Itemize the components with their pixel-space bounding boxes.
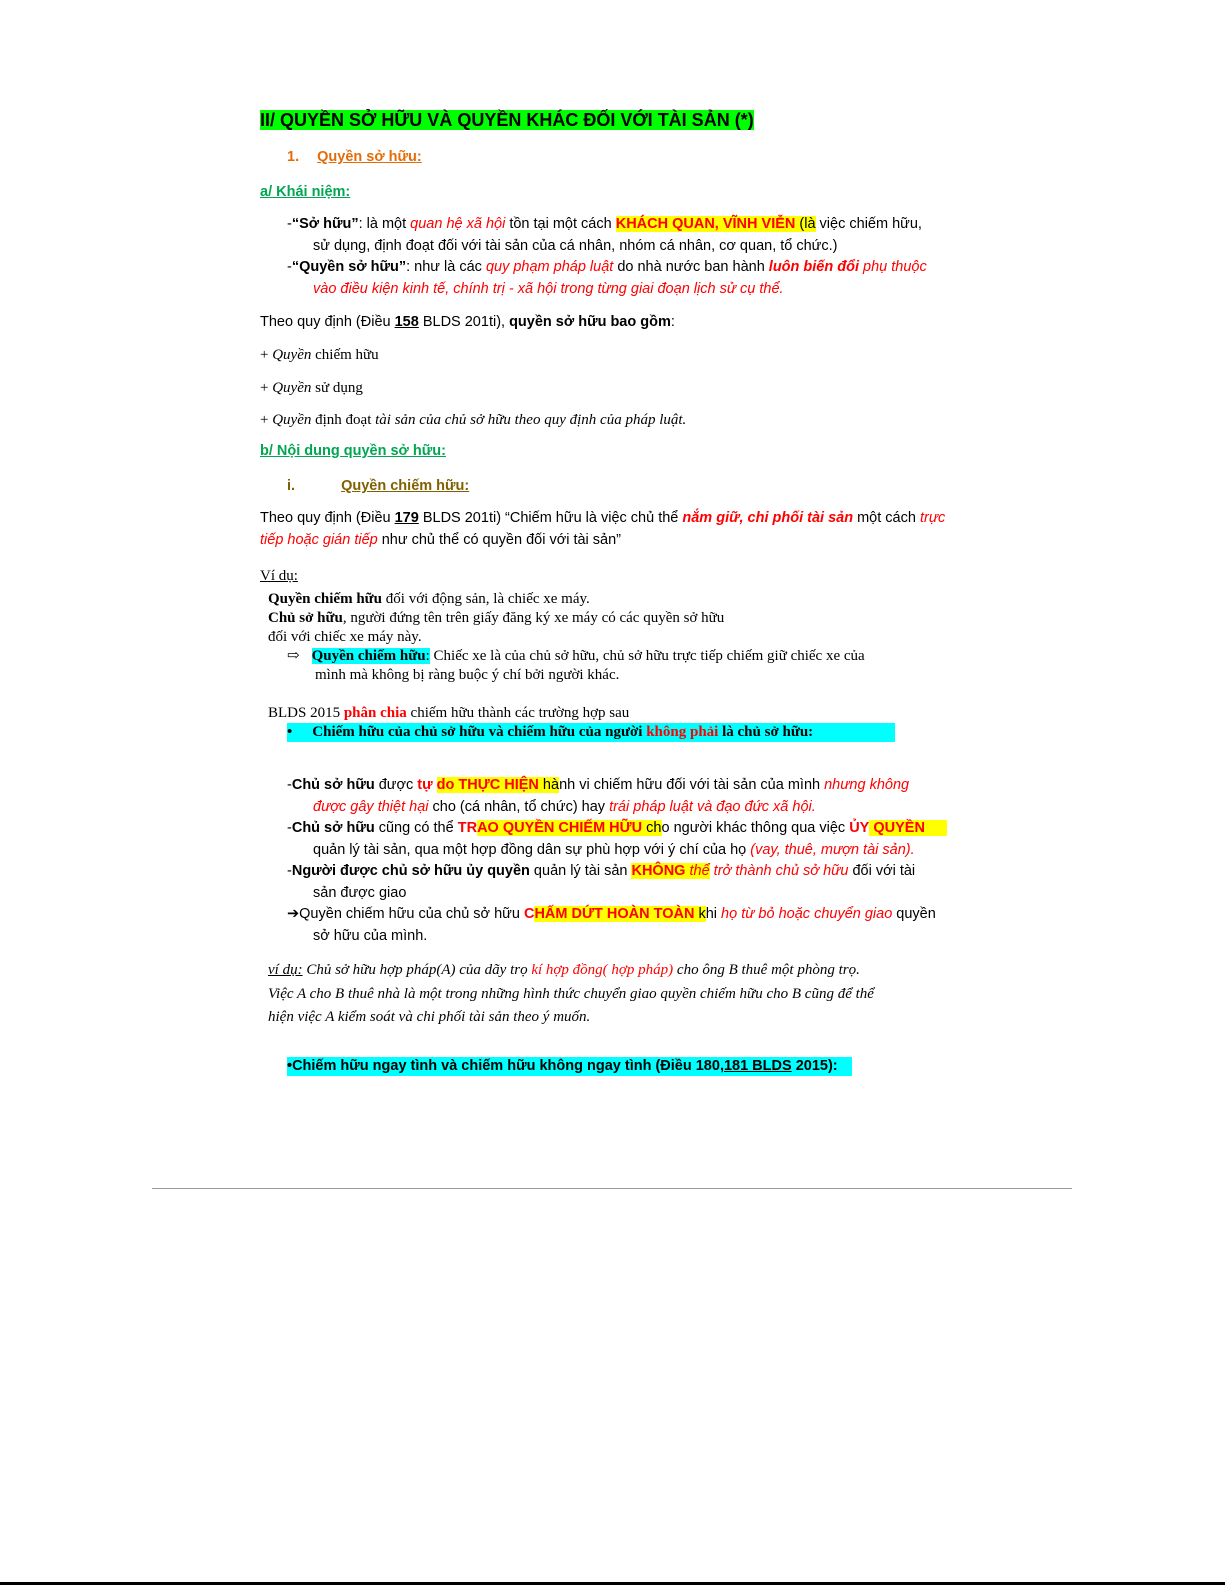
blds-line bbox=[268, 704, 629, 723]
text: hi bbox=[705, 906, 722, 922]
text: BLDS 201ti), bbox=[418, 314, 510, 330]
heading-text: II/ QUYỀN SỞ HỮU VÀ QUYỀN KHÁC ĐỐI VỚI TÀI SẢN (*) bbox=[260, 110, 754, 130]
text: quản lý tài sản, qua một hợp đồng dân sự phù hợp với ý chí của họ bbox=[313, 842, 751, 858]
theo-quy-dinh-179-line2 bbox=[260, 531, 621, 550]
highlight-text: KHÔNG bbox=[631, 863, 686, 879]
plus-sign: + bbox=[260, 347, 273, 363]
red-text: (vay, thuê, mượn tài sản). bbox=[750, 842, 915, 858]
text: Quyền chiếm hữu của chủ sở hữu bbox=[299, 906, 524, 922]
red-text: kí hợp đồng( hợp pháp) bbox=[531, 962, 674, 978]
text: Chủ sở hữu hợp pháp(A) của dãy trọ bbox=[302, 962, 532, 978]
text: định đoạt bbox=[311, 412, 376, 428]
right-item bbox=[260, 346, 379, 365]
bullet-icon: • bbox=[287, 1058, 293, 1074]
red-bold-text: ỦY bbox=[849, 820, 870, 836]
text: được bbox=[374, 777, 418, 793]
highlight-text: HẤM DỨT HOÀN TOÀN bbox=[534, 906, 695, 922]
term: “Sở hữu” bbox=[291, 216, 359, 232]
clause-termination-line2: sở hữu của mình. bbox=[313, 928, 428, 944]
term: “Quyền sở hữu” bbox=[291, 259, 407, 275]
bullet-good-faith bbox=[287, 1057, 852, 1076]
example-label: Ví dụ: bbox=[260, 568, 298, 584]
italic-text: Quyền bbox=[272, 347, 312, 363]
clause-termination bbox=[287, 905, 936, 924]
red-text: họ từ bỏ hoặc chuyển giao bbox=[721, 906, 893, 922]
red-text: được gây thiệt hại bbox=[313, 799, 429, 815]
text: như chủ thể có quyền đối với tài sản” bbox=[377, 532, 622, 548]
bold-text: Chủ sở hữu bbox=[268, 610, 343, 626]
red-text: trái pháp luật và đạo đức xã hội. bbox=[609, 799, 816, 815]
text: Chiếm hữu của chủ sở hữu và chiếm hữu của người bbox=[312, 724, 647, 740]
text: , người đứng tên trên giấy đăng ký xe máy có các quyền sở hữu bbox=[342, 610, 725, 626]
highlight-text: thể bbox=[685, 863, 710, 879]
red-text: quan hệ xã hội bbox=[410, 216, 506, 232]
theo-quy-dinh-179 bbox=[260, 509, 945, 528]
highlight-text: : bbox=[425, 648, 430, 664]
definition-so-huu bbox=[287, 215, 922, 234]
example-line bbox=[268, 609, 724, 628]
example-line bbox=[268, 590, 590, 609]
text: BLDS 201ti) “Chiếm hữu là việc chủ thể bbox=[418, 510, 683, 526]
example2-line3: hiện việc A kiểm soát và chi phối tài sản theo ý muốn. bbox=[268, 1009, 591, 1025]
bold-text: Chủ sở hữu bbox=[291, 777, 375, 793]
text: : như là các bbox=[406, 259, 486, 275]
text: nh vi chiếm hữu đối với tài sản của mình bbox=[559, 777, 825, 793]
red-bold-text: TR bbox=[457, 820, 478, 836]
text: : bbox=[670, 314, 675, 330]
dash: - bbox=[287, 820, 292, 836]
subsection-label: Quyền chiếm hữu: bbox=[341, 478, 470, 494]
highlight-text: hà bbox=[538, 777, 560, 793]
text: quyền bbox=[892, 906, 936, 922]
clause-delegate-line2: sản được giao bbox=[313, 885, 407, 901]
plus-sign: + bbox=[260, 412, 273, 428]
clause-owner-right bbox=[287, 776, 909, 795]
bold-text: quyền sở hữu bao gồm bbox=[509, 314, 671, 330]
part-b-title: b/ Nội dung quyền sở hữu: bbox=[260, 443, 446, 459]
text: chiếm hữu thành các trường hợp sau bbox=[406, 705, 630, 721]
highlight-text: KHÁCH QUAN, VĨNH VIỄN bbox=[615, 216, 796, 232]
example-line: đối với chiếc xe máy này. bbox=[268, 629, 422, 645]
italic-text: Quyền bbox=[272, 380, 312, 396]
right-item bbox=[260, 411, 686, 430]
subsection-label: Quyền sở hữu: bbox=[317, 149, 422, 165]
clause-owner-delegate bbox=[287, 819, 947, 838]
dash: - bbox=[287, 216, 292, 232]
arrow-icon: ⇨ bbox=[287, 648, 300, 664]
text: 2015): bbox=[791, 1058, 838, 1074]
red-bold-text: tự bbox=[417, 777, 437, 793]
text: sử dụng bbox=[311, 380, 363, 396]
subsection-number: 1. bbox=[287, 149, 300, 165]
text: Chiếm hữu ngay tình và chiếm hữu không ngay tình (Điều 180 bbox=[292, 1058, 720, 1074]
plus-sign: + bbox=[260, 380, 273, 396]
dash: - bbox=[287, 259, 292, 275]
text: Theo quy định (Điều bbox=[260, 510, 395, 526]
highlight-text: (là bbox=[795, 216, 816, 232]
red-text: trực bbox=[919, 510, 946, 526]
arrow-icon: ➔ bbox=[287, 906, 300, 922]
text: việc chiếm hữu, bbox=[815, 216, 922, 232]
text: BLDS 2015 bbox=[268, 705, 344, 721]
example2-line1 bbox=[268, 961, 860, 980]
italic-text: Quyền bbox=[272, 412, 312, 428]
definition-so-huu-line2: sử dụng, định đoạt đối với tài sản của cá nhân, nhóm cá nhân, cơ quan, tổ chức.) bbox=[313, 238, 838, 254]
underlined-text: ,181 BLDS bbox=[719, 1058, 792, 1074]
red-bold-text: phân chia bbox=[343, 705, 407, 721]
text: là chủ sở hữu: bbox=[718, 724, 814, 740]
right-item bbox=[260, 379, 363, 398]
highlight-text: do THỰC HIỆN bbox=[436, 777, 539, 793]
example-arrow-line bbox=[287, 647, 865, 666]
red-text: trở thành chủ sở hữu bbox=[709, 863, 849, 879]
highlight-text: ch bbox=[642, 820, 662, 836]
example2-line2: Việc A cho B thuê nhà là một trong những hình thức chuyển giao quyền chiếm hữu cho B cũng để thể bbox=[268, 986, 874, 1002]
subsection-1 bbox=[287, 148, 422, 167]
text: o người khác thông qua việc bbox=[661, 820, 850, 836]
text: cho ông B thuê một phòng trọ. bbox=[673, 962, 860, 978]
page-divider bbox=[152, 1188, 1072, 1189]
dash: - bbox=[287, 777, 292, 793]
red-bold-text: nắm giữ, chi phối tài sản bbox=[682, 510, 854, 526]
subsection-number: i. bbox=[287, 478, 296, 494]
red-bold-text: C bbox=[523, 906, 535, 922]
highlight-text: QUYỀN bbox=[873, 820, 947, 836]
article-number: 179 bbox=[394, 510, 419, 526]
text: một cách bbox=[853, 510, 920, 526]
red-text: không phải bbox=[646, 724, 719, 740]
highlight-text: Quyền chiếm hữu bbox=[311, 648, 426, 664]
text: cũng có thể bbox=[374, 820, 458, 836]
italic-text: tài sản của chủ sở hữu theo quy định của pháp luật. bbox=[375, 412, 687, 428]
bullet-icon: • bbox=[287, 724, 293, 740]
text: đối với động sản, là chiếc xe máy. bbox=[382, 591, 590, 607]
section-heading bbox=[260, 108, 754, 132]
red-bold-text: luôn biến đổi bbox=[768, 259, 860, 275]
text: : là một bbox=[358, 216, 411, 232]
highlight-text: AO QUYỀN CHIẾM HỮU bbox=[477, 820, 643, 836]
red-text: quy phạm pháp luật bbox=[485, 259, 614, 275]
example-label: ví dụ: bbox=[268, 962, 303, 978]
example-line: mình mà không bị ràng buộc ý chí bởi người khác. bbox=[315, 667, 620, 683]
text: do nhà nước ban hành bbox=[613, 259, 769, 275]
definition-quyen-so-huu-line2: vào điều kiện kinh tế, chính trị - xã hội trong từng giai đoạn lịch sử cụ thể. bbox=[313, 281, 784, 297]
highlight-text: k bbox=[694, 906, 706, 922]
text: quản lý tài sản bbox=[529, 863, 632, 879]
part-a-title: a/ Khái niệm: bbox=[260, 184, 351, 200]
subsection-i bbox=[287, 477, 469, 496]
bold-text: Chủ sở hữu bbox=[291, 820, 375, 836]
article-number: 158 bbox=[394, 314, 419, 330]
bullet-owner-possession bbox=[287, 723, 895, 742]
definition-quyen-so-huu bbox=[287, 258, 927, 277]
clause-owner-right-line2 bbox=[313, 798, 816, 817]
red-text: phụ thuộc bbox=[859, 259, 927, 275]
clause-delegate bbox=[287, 862, 915, 881]
text: Chiếc xe là của chủ sở hữu, chủ sở hữu trực tiếp chiếm giữ chiếc xe của bbox=[429, 648, 865, 664]
bold-text: Người được chủ sở hữu ủy quyền bbox=[291, 863, 530, 879]
clause-owner-delegate-line2 bbox=[313, 841, 915, 860]
dash: - bbox=[287, 863, 292, 879]
text: tồn tại một cách bbox=[505, 216, 616, 232]
text: đối với tài bbox=[848, 863, 916, 879]
text: cho (cá nhân, tổ chức) hay bbox=[428, 799, 610, 815]
bold-text: Quyền chiếm hữu bbox=[268, 591, 383, 607]
red-text: nhưng không bbox=[824, 777, 910, 793]
text: chiếm hữu bbox=[311, 347, 379, 363]
red-text: tiếp hoặc gián tiếp bbox=[260, 532, 378, 548]
theo-quy-dinh-158 bbox=[260, 313, 675, 332]
text: Theo quy định (Điều bbox=[260, 314, 395, 330]
